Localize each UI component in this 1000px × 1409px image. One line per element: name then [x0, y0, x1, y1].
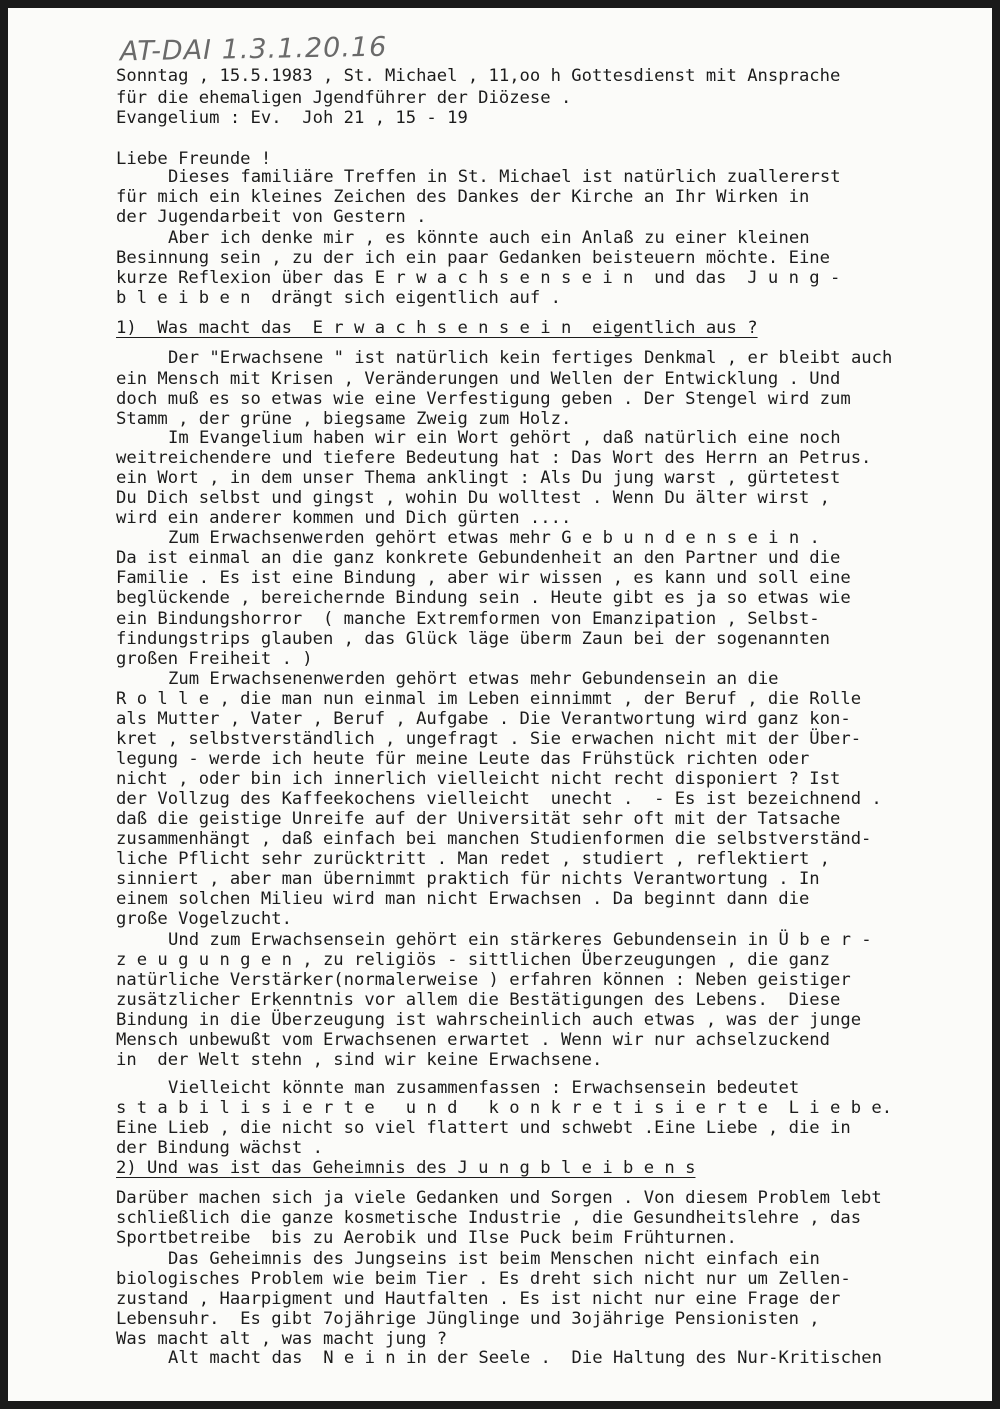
text-line: Im Evangelium haben wir ein Wort gehört , daß natürlich eine noch [168, 428, 841, 448]
text-line: Das Geheimnis des Jungseins ist beim Menschen nicht einfach ein [168, 1249, 820, 1269]
text-line: Aber ich denke mir , es könnte auch ein Anlaß zu einer kleinen [168, 228, 810, 248]
text-line: Du Dich selbst und gingst , wohin Du wolltest . Wenn Du älter wirst , [116, 488, 830, 508]
text-line: Zum Erwachsenenwerden gehört etwas mehr Gebundensein an die [168, 669, 779, 689]
text-line: zusammenhängt , daß einfach bei manchen Studienformen die selbstverständ- [116, 829, 872, 849]
text-line: Dieses familiäre Treffen in St. Michael ist natürlich zuallererst [168, 167, 841, 187]
text-line: Zum Erwachsenwerden gehört etwas mehr G e b u n d e n s e i n . [168, 528, 820, 548]
text-line: legung - werde ich heute für meine Leute das Frühstück richten oder [116, 749, 810, 769]
text-line: Was macht alt , was macht jung ? [116, 1329, 448, 1349]
text-line: der Vollzug des Kaffeekochens vielleicht unecht . - Es ist bezeichnend . [116, 789, 882, 809]
text-line: liche Pflicht sehr zurücktritt . Man redet , studiert , reflektiert , [116, 849, 830, 869]
document-body [8, 8, 992, 1401]
text-line: natürliche Verstärker(normalerweise ) erfahren können : Neben geistiger [116, 970, 851, 990]
text-line: in der Welt stehn , sind wir keine Erwachsene. [116, 1050, 603, 1070]
archive-reference: AT-DAI 1.3.1.20.16 [119, 31, 388, 68]
text-line: der Bindung wächst . [116, 1138, 323, 1158]
text-line: sinniert , aber man übernimmt praktich für nichts Verantwortung . In [116, 869, 820, 889]
text-line: z e u g u n g e n , zu religiös - sittlichen Überzeugungen , die ganz [116, 950, 830, 970]
text-line: ein Mensch mit Krisen , Veränderungen und Wellen der Entwicklung . Und [116, 369, 841, 389]
text-line: für die ehemaligen Jgendführer der Diözese . [116, 88, 572, 108]
text-line: daß die geistige Unreife auf der Universität sehr oft mit der Tatsache [116, 809, 841, 829]
text-line: Da ist einmal an die ganz konkrete Gebundenheit an den Partner und die [116, 548, 841, 568]
text-line: Und zum Erwachsensein gehört ein stärkeres Gebundensein in Ü b e r - [168, 930, 872, 950]
text-line: Stamm , der grüne , biegsame Zweig zum Holz. [116, 409, 572, 429]
text-line: große Vogelzucht. [116, 909, 292, 929]
text-line: als Mutter , Vater , Beruf , Aufgabe . Die Verantwortung wird ganz kon- [116, 709, 851, 729]
text-line: Mensch unbewußt vom Erwachsenen erwartet . Wenn wir nur achselzuckend [116, 1030, 830, 1050]
text-line: s t a b i l i s i e r t e u n d k o n k r e t i s i e r t e L i e b e. [116, 1098, 893, 1118]
text-line: großen Freiheit . ) [116, 649, 313, 669]
section-heading: 1) Was macht das E r w a c h s e n s e i n eigentlich aus ? [116, 318, 758, 338]
text-line: Vielleicht könnte man zusammenfassen : Erwachsensein bedeutet [168, 1078, 800, 1098]
text-line: Besinnung sein , zu der ich ein paar Gedanken beisteuern möchte. Eine [116, 248, 830, 268]
text-line: Der "Erwachsene " ist natürlich kein fertiges Denkmal , er bleibt auch [168, 348, 893, 368]
text-line: zustand , Haarpigment und Hautfalten . Es ist nicht nur eine Frage der [116, 1289, 841, 1309]
text-line: beglückende , bereichernde Bindung sein . Heute gibt es ja so etwas wie [116, 588, 851, 608]
text-line: nicht , oder bin ich innerlich vielleicht nicht recht disponiert ? Ist [116, 769, 841, 789]
text-line: Eine Lieb , die nicht so viel flattert und schwebt .Eine Liebe , die in [116, 1118, 851, 1138]
text-line: Lebensuhr. Es gibt 7ojährige Jünglinge und 3ojährige Pensionisten , [116, 1309, 820, 1329]
text-line: wird ein anderer kommen und Dich gürten .... [116, 508, 572, 528]
text-line: weitreichendere und tiefere Bedeutung hat : Das Wort des Herrn an Petrus. [116, 448, 872, 468]
text-line: Alt macht das N e i n in der Seele . Die Haltung des Nur-Kritischen [168, 1348, 882, 1368]
text-line: Evangelium : Ev. Joh 21 , 15 - 19 [116, 108, 468, 128]
text-line: Familie . Es ist eine Bindung , aber wir wissen , es kann und soll eine [116, 568, 851, 588]
text-line: für mich ein kleines Zeichen des Dankes der Kirche an Ihr Wirken in [116, 187, 810, 207]
text-line: biologisches Problem wie beim Tier . Es dreht sich nicht nur um Zellen- [116, 1269, 851, 1289]
text-line: Liebe Freunde ! [116, 149, 272, 169]
text-line: Sportbetreibe bis zu Aerobik und Ilse Puck beim Frühturnen. [116, 1228, 737, 1248]
text-line: ein Bindungshorror ( manche Extremformen von Emanzipation , Selbst- [116, 609, 820, 629]
text-line: einem solchen Milieu wird man nicht Erwachsen . Da beginnt dann die [116, 889, 810, 909]
text-line: kurze Reflexion über das E r w a c h s e n s e i n und das J u n g - [116, 268, 841, 288]
text-line: der Jugendarbeit von Gestern . [116, 207, 427, 227]
text-line: b l e i b e n drängt sich eigentlich auf . [116, 288, 561, 308]
text-line: Darüber machen sich ja viele Gedanken und Sorgen . Von diesem Problem lebt [116, 1188, 882, 1208]
section-heading: 2) Und was ist das Geheimnis des J u n g b l e i b e n s [116, 1158, 696, 1178]
document-page [8, 8, 992, 1401]
text-line: R o l l e , die man nun einmal im Leben einnimmt , der Beruf , die Rolle [116, 689, 862, 709]
text-line: Bindung in die Überzeugung ist wahrscheinlich auch etwas , was der junge [116, 1010, 862, 1030]
text-line: kret , selbstverständlich , ungefragt . Sie erwachen nicht mit der Über- [116, 729, 862, 749]
text-line: schließlich die ganze kosmetische Industrie , die Gesundheitslehre , das [116, 1208, 862, 1228]
text-line: doch muß es so etwas wie eine Verfestigung geben . Der Stengel wird zum [116, 389, 851, 409]
text-line: Sonntag , 15.5.1983 , St. Michael , 11,oo h Gottesdienst mit Ansprache [116, 66, 841, 86]
text-line: findungstrips glauben , das Glück läge überm Zaun bei der sogenannten [116, 629, 830, 649]
text-line: zusätzlicher Erkenntnis vor allem die Bestätigungen des Lebens. Diese [116, 990, 841, 1010]
text-line: ein Wort , in dem unser Thema anklingt : Als Du jung warst , gürtetest [116, 468, 841, 488]
